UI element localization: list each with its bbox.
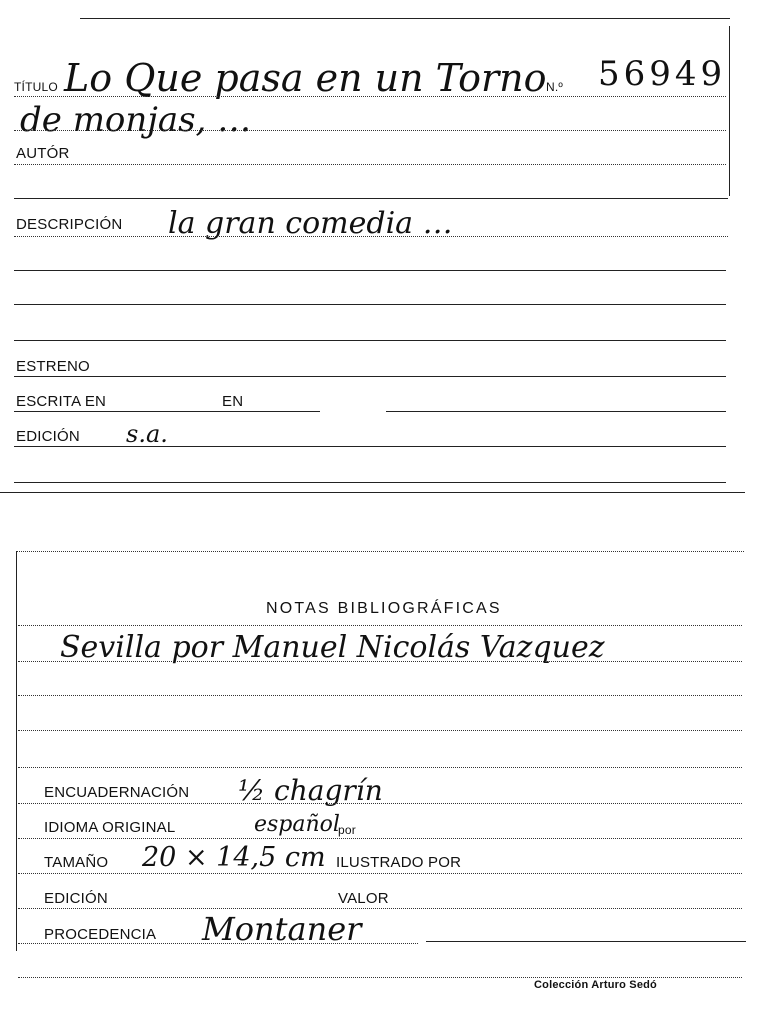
top-card-top-border [80,18,730,19]
procedencia-line-right [426,941,746,942]
notas-line-2 [18,661,742,662]
top-card-right-border [729,26,730,196]
autor-line-2 [14,198,728,199]
edicion-line-top [14,446,726,447]
titulo-line [14,96,726,97]
escrita-en-label: ESCRITA EN [16,393,107,410]
encuadernacion-label: ENCUADERNACIÓN [44,784,190,801]
notas-heading: NOTAS BIBLIOGRÁFICAS [266,600,502,617]
edicion-label-top: EDICIÓN [16,428,80,445]
descripcion-line [14,236,728,237]
tamano-value: 20 × 14,5 cm [142,842,326,873]
notas-line-3 [18,695,742,696]
descripcion-value: la gran comedia … [168,206,453,241]
procedencia-line [18,943,418,944]
idioma-label: IDIOMA ORIGINAL [44,819,176,836]
titulo-line-2 [14,130,726,131]
edicion-line-top-2 [14,482,726,483]
descripcion-label: DESCRIPCIÓN [16,216,123,233]
estreno-line [14,376,726,377]
en-label: EN [222,393,244,410]
procedencia-value: Montaner [202,910,362,948]
descripcion-line-2 [14,270,726,271]
encuadernacion-value: ½ chagrín [238,774,383,807]
numero-value: 56949 [598,54,727,94]
ilustrado-label: ILUSTRADO POR [336,854,462,871]
descripcion-line-3 [14,304,726,305]
encuadernacion-line [18,803,742,804]
descripcion-line-4 [14,340,726,341]
autor-line [14,164,726,165]
collection-label: Colección Arturo Sedó [534,979,657,991]
bottom-card-bottom-line [18,977,742,978]
escrita-en-line [14,411,320,412]
notas-value: Sevilla por Manuel Nicolás Vazquez [60,630,605,665]
idioma-line [18,838,742,839]
tamano-label: TAMAÑO [44,854,109,871]
bottom-card-left-border [16,551,17,951]
valor-label: VALOR [338,890,389,907]
procedencia-label: PROCEDENCIA [44,926,157,943]
edicion-label-bottom: EDICIÓN [44,890,108,907]
notas-line-5 [18,767,742,768]
autor-label: AUTÓR [16,145,70,162]
titulo-value-line1: Lo Que pasa en un Torno [64,56,547,100]
notas-line-1 [18,625,742,626]
titulo-label: TÍTULO [14,80,58,94]
titulo-value-line2: de monjas, … [20,100,252,140]
numero-label: N.º [546,80,563,94]
tamano-line [18,873,742,874]
idioma-value: español [254,812,340,837]
estreno-label: ESTRENO [16,358,90,375]
bottom-card-top-border [16,551,744,552]
card-separator [0,492,745,493]
edicion-value-top: s.a. [126,420,168,448]
en-line-right [386,411,726,412]
edicion-line-bottom [18,908,742,909]
notas-line-4 [18,730,742,731]
por-label: por [338,823,356,837]
